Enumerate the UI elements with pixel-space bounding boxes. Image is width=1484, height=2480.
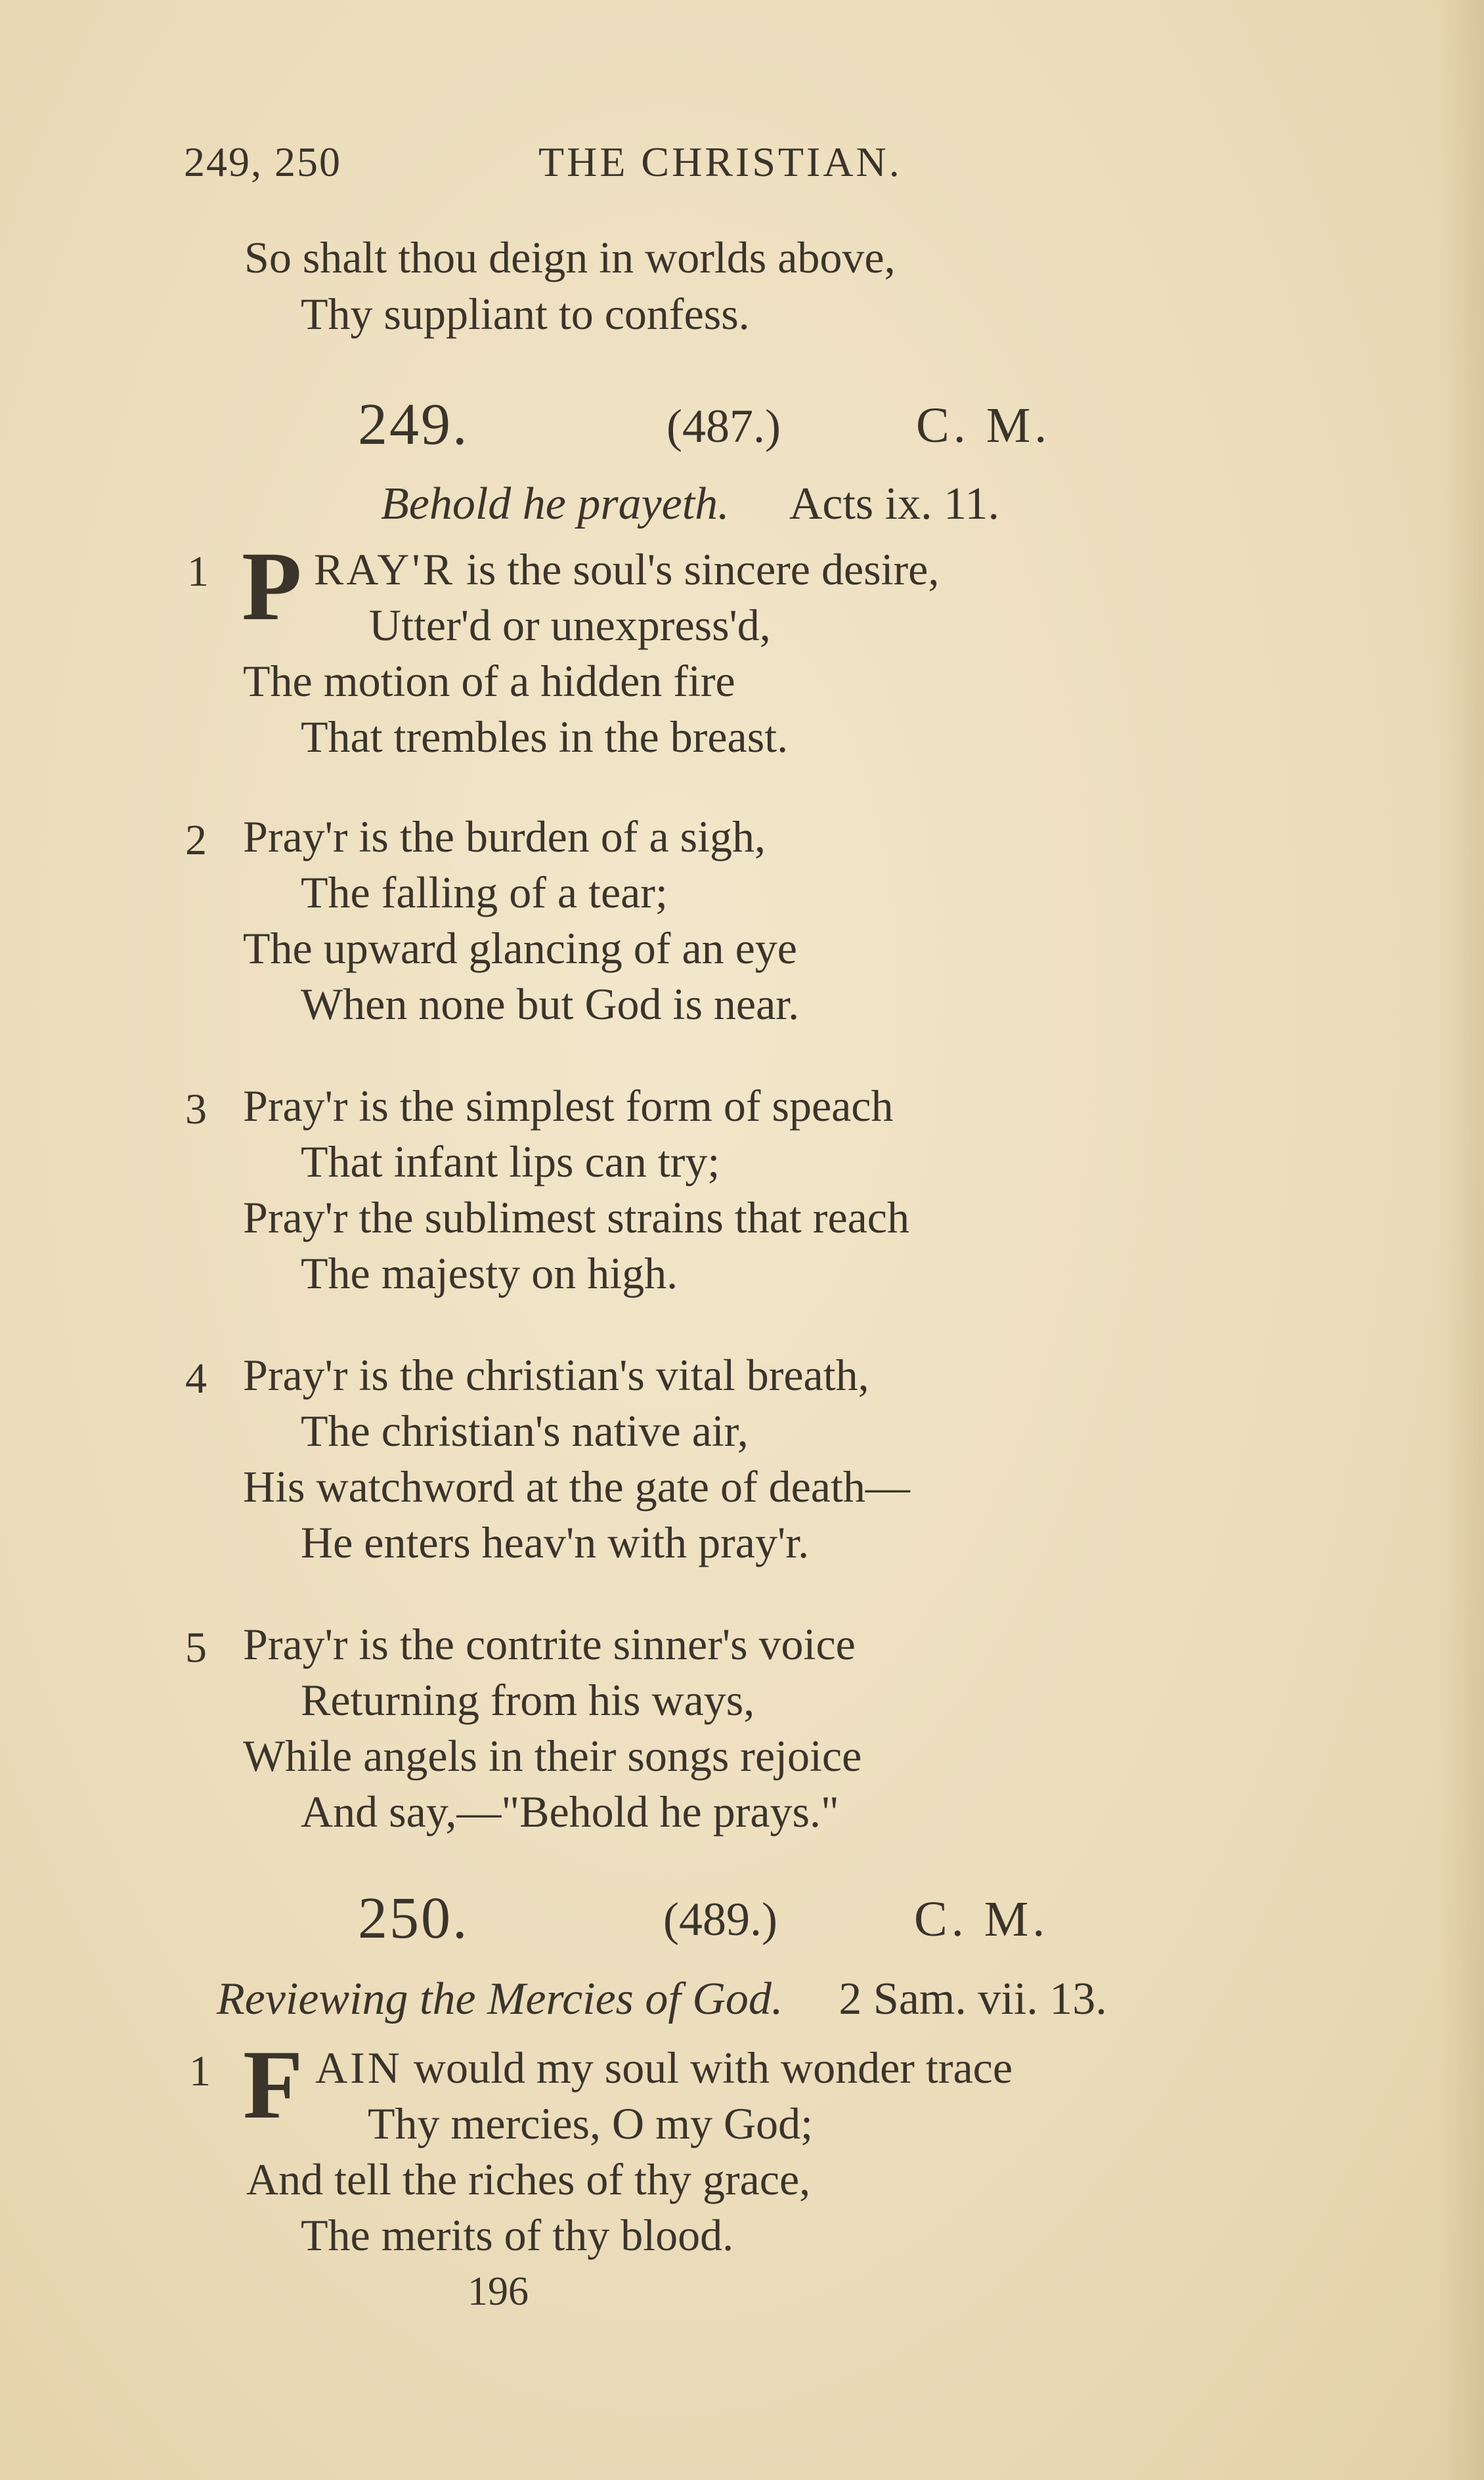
verse-line: The merits of thy blood. [301, 2210, 734, 2260]
verse-line-rest: is the soul's sincere desire, [454, 544, 940, 594]
carryover-line-1: So shalt thou deign in worlds above, [244, 232, 896, 282]
verse-line [315, 2043, 1013, 2093]
hymn-250-alt-number: (489.) [663, 1893, 777, 1946]
hymn-249-number: 249. [358, 392, 469, 457]
hymn-249-alt-number: (487.) [666, 400, 781, 452]
verse-number: 1 [189, 2047, 211, 2095]
verse-line: The majesty on high. [301, 1248, 678, 1298]
verse-line-rest: would my soul with wonder trace [402, 2043, 1013, 2093]
verse-number: 2 [185, 816, 207, 864]
verse-line: And say,—"Behold he prays." [301, 1787, 839, 1837]
verse-line: That infant lips can try; [301, 1137, 720, 1186]
verse-line: While angels in their songs rejoice [243, 1731, 862, 1781]
verse-line: Pray'r is the christian's vital breath, [243, 1350, 869, 1400]
hymn-249-reference: Acts ix. 11. [789, 479, 999, 529]
hymn-250-meter: C. M. [914, 1892, 1049, 1947]
verse-number: 3 [185, 1085, 207, 1133]
verse-line: When none but God is near. [301, 979, 800, 1029]
verse-line: His watchword at the gate of death— [243, 1462, 910, 1512]
verse-line: Pray'r the sublimest strains that reach [243, 1192, 909, 1242]
verse-number: 5 [185, 1624, 207, 1672]
verse-line: Returning from his ways, [301, 1675, 755, 1725]
hymn-250-reference: 2 Sam. vii. 13. [839, 1974, 1107, 2024]
header-title: THE CHRISTIAN. [538, 139, 902, 185]
verse-line: The upward glancing of an eye [243, 923, 797, 973]
footer-page-number: 196 [468, 2269, 529, 2314]
small-caps-word: AIN [315, 2043, 403, 2093]
verse-line [314, 544, 940, 594]
drop-cap: P [242, 532, 302, 641]
verse-line: Pray'r is the burden of a sigh, [243, 812, 766, 861]
verse-line: That trembles in the breast. [301, 712, 789, 762]
hymn-249-subtitle-text: Behold he prayeth. [381, 479, 730, 529]
verse-line: And tell the riches of thy grace, [246, 2154, 811, 2204]
verse-line: Utter'd or unexpress'd, [369, 600, 771, 650]
verse-line: Pray'r is the simplest form of speach [243, 1081, 894, 1131]
verse-number: 4 [185, 1355, 207, 1403]
hymn-249-meter: C. M. [916, 398, 1051, 453]
carryover-line-2: Thy suppliant to confess. [301, 289, 750, 339]
verse-number: 1 [187, 548, 209, 596]
page-edge-shadow [1438, 0, 1484, 2480]
verse-line: The christian's native air, [301, 1406, 749, 1456]
hymn-250-subtitle-text: Reviewing the Mercies of God. [217, 1974, 783, 2024]
verse-line: The falling of a tear; [301, 867, 668, 917]
verse-line: Pray'r is the contrite sinner's voice [243, 1619, 856, 1669]
hymn-249-subtitle [381, 478, 999, 531]
verse-line: Thy mercies, O my God; [368, 2099, 813, 2148]
hymn-250-subtitle [217, 1973, 1107, 2026]
drop-cap: F [243, 2030, 303, 2139]
header-page-numbers: 249, 250 [184, 139, 341, 185]
verse-line: He enters heav'n with pray'r. [301, 1517, 810, 1567]
small-caps-word: RAY'R [314, 544, 455, 594]
verse-line: The motion of a hidden fire [243, 656, 735, 706]
hymn-250-number: 250. [358, 1886, 469, 1951]
